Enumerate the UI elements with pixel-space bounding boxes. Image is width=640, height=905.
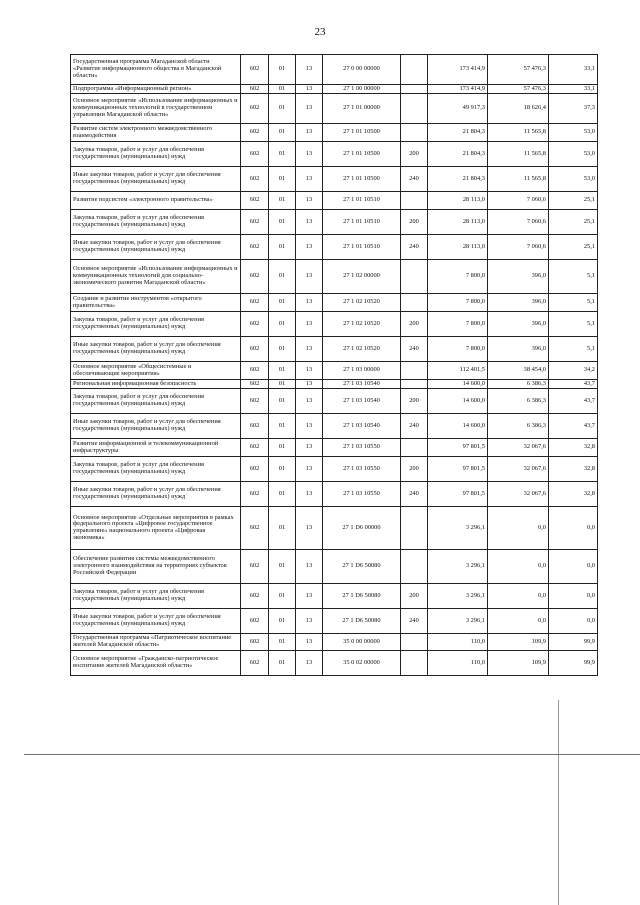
row-subsection-cell: 13: [296, 192, 323, 210]
row-percent-cell: 33,1: [549, 85, 598, 94]
row-target-article-cell: 27 1 01 10500: [323, 167, 401, 192]
table-row: [71, 457, 598, 482]
row-name-cell: Основное мероприятие «Отдельные мероприятия в рамках федерального проекта «Цифровое государственное управление» национального проекта «Цифровая экономика»: [71, 507, 241, 550]
row-percent-cell: 5,1: [549, 260, 598, 294]
row-planned-cell: 97 801,5: [428, 439, 488, 457]
row-expense-type-cell: 240: [401, 414, 428, 439]
row-percent-cell: 0,0: [549, 609, 598, 634]
row-percent-cell: 53,0: [549, 167, 598, 192]
row-name-cell: Закупка товаров, работ и услуг для обеспечения государственных (муниципальных) нужд: [71, 584, 241, 609]
row-ved-cell: 602: [241, 362, 269, 380]
row-section-cell: 01: [269, 85, 296, 94]
row-expense-type-cell: [401, 124, 428, 142]
table-row: [71, 94, 598, 124]
row-expense-type-cell: [401, 55, 428, 85]
row-target-article-cell: 27 1 02 10520: [323, 312, 401, 337]
row-name-cell: Государственная программа Магаданской области «Развитие информационного общества в Магаданской области»: [71, 55, 241, 85]
row-executed-cell: 6 386,3: [488, 414, 549, 439]
row-expense-type-cell: 200: [401, 457, 428, 482]
row-section-cell: 01: [269, 362, 296, 380]
row-percent-cell: 32,8: [549, 457, 598, 482]
row-target-article-cell: 27 1 03 00000: [323, 362, 401, 380]
row-name-cell: Развитие информационной и телекоммуникационной инфраструктуры: [71, 439, 241, 457]
row-target-article-cell: 27 1 03 10550: [323, 457, 401, 482]
row-name-cell: Основное мероприятие «Использование информационных и коммуникационных технологий в государственном управлении Магаданской области»: [71, 94, 241, 124]
row-target-article-cell: 27 1 D6 00000: [323, 507, 401, 550]
row-percent-cell: 0,0: [549, 507, 598, 550]
row-planned-cell: 112 401,5: [428, 362, 488, 380]
row-planned-cell: 3 296,1: [428, 507, 488, 550]
row-executed-cell: 396,0: [488, 337, 549, 362]
row-percent-cell: 34,2: [549, 362, 598, 380]
table-row: [71, 380, 598, 389]
row-subsection-cell: 13: [296, 294, 323, 312]
row-planned-cell: 173 414,9: [428, 55, 488, 85]
row-expense-type-cell: [401, 634, 428, 651]
row-percent-cell: 25,1: [549, 210, 598, 235]
row-executed-cell: 109,9: [488, 634, 549, 651]
row-executed-cell: 0,0: [488, 584, 549, 609]
table-row: [71, 85, 598, 94]
row-expense-type-cell: [401, 85, 428, 94]
table-row: [71, 651, 598, 676]
row-section-cell: 01: [269, 414, 296, 439]
row-section-cell: 01: [269, 192, 296, 210]
row-ved-cell: 602: [241, 312, 269, 337]
row-name-cell: Основное мероприятие «Гражданско-патриотическое воспитание жителей Магаданской области»: [71, 651, 241, 676]
row-planned-cell: 28 113,0: [428, 210, 488, 235]
row-section-cell: 01: [269, 584, 296, 609]
table-row: [71, 507, 598, 550]
row-percent-cell: 33,1: [549, 55, 598, 85]
row-executed-cell: 18 626,4: [488, 94, 549, 124]
row-planned-cell: 3 296,1: [428, 584, 488, 609]
row-target-article-cell: 27 1 01 10500: [323, 124, 401, 142]
row-executed-cell: 0,0: [488, 550, 549, 584]
row-planned-cell: 21 804,3: [428, 167, 488, 192]
row-target-article-cell: 27 0 00 00000: [323, 55, 401, 85]
row-subsection-cell: 13: [296, 507, 323, 550]
row-expense-type-cell: [401, 550, 428, 584]
row-planned-cell: 7 800,0: [428, 260, 488, 294]
row-section-cell: 01: [269, 380, 296, 389]
row-section-cell: 01: [269, 260, 296, 294]
row-executed-cell: 0,0: [488, 507, 549, 550]
row-planned-cell: 14 600,0: [428, 380, 488, 389]
row-ved-cell: 602: [241, 439, 269, 457]
row-subsection-cell: 13: [296, 55, 323, 85]
row-ved-cell: 602: [241, 167, 269, 192]
row-subsection-cell: 13: [296, 584, 323, 609]
row-ved-cell: 602: [241, 550, 269, 584]
row-subsection-cell: 13: [296, 260, 323, 294]
table-row: [71, 124, 598, 142]
row-subsection-cell: 13: [296, 457, 323, 482]
row-subsection-cell: 13: [296, 235, 323, 260]
table-row: [71, 550, 598, 584]
row-target-article-cell: 27 1 01 10510: [323, 192, 401, 210]
row-target-article-cell: 35 0 02 00000: [323, 651, 401, 676]
row-subsection-cell: 13: [296, 439, 323, 457]
row-subsection-cell: 13: [296, 634, 323, 651]
row-expense-type-cell: [401, 380, 428, 389]
table-row: [71, 55, 598, 85]
row-name-cell: Основное мероприятие «Использование информационных и коммуникационных технологий для социально-экономического развития Магаданской области»: [71, 260, 241, 294]
row-subsection-cell: 13: [296, 312, 323, 337]
row-planned-cell: 14 600,0: [428, 414, 488, 439]
row-executed-cell: 32 067,6: [488, 457, 549, 482]
row-subsection-cell: 13: [296, 85, 323, 94]
row-name-cell: Основное мероприятие «Общесистемные и обеспечивающие мероприятия»: [71, 362, 241, 380]
row-ved-cell: 602: [241, 55, 269, 85]
row-section-cell: 01: [269, 507, 296, 550]
row-ved-cell: 602: [241, 94, 269, 124]
row-expense-type-cell: 240: [401, 235, 428, 260]
row-executed-cell: 11 565,8: [488, 124, 549, 142]
row-subsection-cell: 13: [296, 94, 323, 124]
row-planned-cell: 49 917,3: [428, 94, 488, 124]
row-target-article-cell: 27 1 02 00000: [323, 260, 401, 294]
row-planned-cell: 97 801,5: [428, 482, 488, 507]
row-executed-cell: 396,0: [488, 294, 549, 312]
row-section-cell: 01: [269, 294, 296, 312]
row-planned-cell: 173 414,9: [428, 85, 488, 94]
row-executed-cell: 11 565,8: [488, 142, 549, 167]
row-name-cell: Иные закупки товаров, работ и услуг для обеспечения государственных (муниципальных) нужд: [71, 609, 241, 634]
row-name-cell: Обеспечение развития системы межведомственного электронного взаимодействия на территориях субъектов Российской Федерации: [71, 550, 241, 584]
row-name-cell: Развитие подсистем «электронного правительства»: [71, 192, 241, 210]
row-expense-type-cell: [401, 294, 428, 312]
row-expense-type-cell: [401, 362, 428, 380]
row-planned-cell: 3 296,1: [428, 609, 488, 634]
row-percent-cell: 99,9: [549, 651, 598, 676]
row-target-article-cell: 27 1 03 10540: [323, 414, 401, 439]
row-executed-cell: 38 454,0: [488, 362, 549, 380]
table-row: [71, 482, 598, 507]
row-percent-cell: 43,7: [549, 389, 598, 414]
table-row: [71, 439, 598, 457]
row-section-cell: 01: [269, 124, 296, 142]
row-subsection-cell: 13: [296, 609, 323, 634]
row-ved-cell: 602: [241, 457, 269, 482]
row-subsection-cell: 13: [296, 414, 323, 439]
row-expense-type-cell: [401, 507, 428, 550]
row-target-article-cell: 27 1 D6 50080: [323, 550, 401, 584]
row-subsection-cell: 13: [296, 210, 323, 235]
row-name-cell: Развитие систем электронного межведомственного взаимодействия: [71, 124, 241, 142]
row-target-article-cell: 27 1 D6 50080: [323, 584, 401, 609]
row-expense-type-cell: 200: [401, 210, 428, 235]
row-executed-cell: 57 476,3: [488, 85, 549, 94]
row-ved-cell: 602: [241, 260, 269, 294]
row-section-cell: 01: [269, 210, 296, 235]
row-executed-cell: 32 067,6: [488, 482, 549, 507]
row-section-cell: 01: [269, 235, 296, 260]
row-percent-cell: 53,0: [549, 142, 598, 167]
row-name-cell: Закупка товаров, работ и услуг для обеспечения государственных (муниципальных) нужд: [71, 312, 241, 337]
row-ved-cell: 602: [241, 294, 269, 312]
row-section-cell: 01: [269, 634, 296, 651]
row-planned-cell: 21 804,3: [428, 142, 488, 167]
table-row: [71, 312, 598, 337]
row-planned-cell: 97 801,5: [428, 457, 488, 482]
table-row: [71, 389, 598, 414]
row-subsection-cell: 13: [296, 651, 323, 676]
row-percent-cell: 43,7: [549, 414, 598, 439]
row-planned-cell: 7 800,0: [428, 337, 488, 362]
row-planned-cell: 28 113,0: [428, 235, 488, 260]
row-section-cell: 01: [269, 389, 296, 414]
table-row: [71, 634, 598, 651]
row-expense-type-cell: 240: [401, 609, 428, 634]
row-percent-cell: 43,7: [549, 380, 598, 389]
table-row: [71, 142, 598, 167]
row-name-cell: Иные закупки товаров, работ и услуг для обеспечения государственных (муниципальных) нужд: [71, 414, 241, 439]
row-subsection-cell: 13: [296, 124, 323, 142]
row-executed-cell: 7 060,6: [488, 210, 549, 235]
row-ved-cell: 602: [241, 389, 269, 414]
row-target-article-cell: 27 1 03 10540: [323, 380, 401, 389]
row-target-article-cell: 27 1 02 10520: [323, 337, 401, 362]
row-executed-cell: 0,0: [488, 609, 549, 634]
row-percent-cell: 32,8: [549, 482, 598, 507]
row-name-cell: Иные закупки товаров, работ и услуг для обеспечения государственных (муниципальных) нужд: [71, 337, 241, 362]
row-executed-cell: 32 067,6: [488, 439, 549, 457]
row-target-article-cell: 27 1 D6 50080: [323, 609, 401, 634]
row-subsection-cell: 13: [296, 482, 323, 507]
row-section-cell: 01: [269, 55, 296, 85]
row-subsection-cell: 13: [296, 380, 323, 389]
row-expense-type-cell: 200: [401, 142, 428, 167]
row-expense-type-cell: 200: [401, 389, 428, 414]
table-row: [71, 294, 598, 312]
row-executed-cell: 109,9: [488, 651, 549, 676]
row-ved-cell: 602: [241, 235, 269, 260]
row-executed-cell: 7 060,6: [488, 235, 549, 260]
row-planned-cell: 28 113,0: [428, 192, 488, 210]
scan-artifact-horizontal-line: [24, 754, 640, 755]
table-row: [71, 609, 598, 634]
row-planned-cell: 7 800,0: [428, 312, 488, 337]
row-name-cell: Иные закупки товаров, работ и услуг для обеспечения государственных (муниципальных) нужд: [71, 167, 241, 192]
row-percent-cell: 0,0: [549, 550, 598, 584]
row-expense-type-cell: [401, 94, 428, 124]
row-planned-cell: 110,0: [428, 634, 488, 651]
row-ved-cell: 602: [241, 142, 269, 167]
row-section-cell: 01: [269, 651, 296, 676]
row-section-cell: 01: [269, 482, 296, 507]
row-executed-cell: 6 386,3: [488, 380, 549, 389]
row-planned-cell: 21 804,3: [428, 124, 488, 142]
row-name-cell: Иные закупки товаров, работ и услуг для обеспечения государственных (муниципальных) нужд: [71, 235, 241, 260]
row-name-cell: Закупка товаров, работ и услуг для обеспечения государственных (муниципальных) нужд: [71, 142, 241, 167]
scan-artifact-vertical-line: [558, 700, 559, 905]
row-subsection-cell: 13: [296, 337, 323, 362]
row-ved-cell: 602: [241, 85, 269, 94]
row-percent-cell: 53,0: [549, 124, 598, 142]
row-percent-cell: 25,1: [549, 235, 598, 260]
row-percent-cell: 25,1: [549, 192, 598, 210]
row-section-cell: 01: [269, 312, 296, 337]
page-number: 23: [314, 26, 326, 38]
table-row: [71, 337, 598, 362]
row-ved-cell: 602: [241, 124, 269, 142]
row-ved-cell: 602: [241, 651, 269, 676]
table-row: [71, 584, 598, 609]
row-target-article-cell: 27 1 03 10550: [323, 482, 401, 507]
row-planned-cell: 110,0: [428, 651, 488, 676]
row-target-article-cell: 27 1 03 10540: [323, 389, 401, 414]
row-subsection-cell: 13: [296, 389, 323, 414]
row-expense-type-cell: 200: [401, 312, 428, 337]
row-target-article-cell: 27 1 02 10520: [323, 294, 401, 312]
row-name-cell: Закупка товаров, работ и услуг для обеспечения государственных (муниципальных) нужд: [71, 389, 241, 414]
row-expense-type-cell: 200: [401, 584, 428, 609]
row-executed-cell: 396,0: [488, 312, 549, 337]
row-subsection-cell: 13: [296, 550, 323, 584]
row-target-article-cell: 27 1 00 00000: [323, 85, 401, 94]
row-expense-type-cell: 240: [401, 337, 428, 362]
row-percent-cell: 0,0: [549, 584, 598, 609]
row-target-article-cell: 27 1 01 00000: [323, 94, 401, 124]
row-planned-cell: 14 600,0: [428, 389, 488, 414]
row-expense-type-cell: [401, 192, 428, 210]
table-row: [71, 167, 598, 192]
row-percent-cell: 37,3: [549, 94, 598, 124]
row-subsection-cell: 13: [296, 362, 323, 380]
row-ved-cell: 602: [241, 609, 269, 634]
row-expense-type-cell: 240: [401, 167, 428, 192]
row-ved-cell: 602: [241, 482, 269, 507]
row-section-cell: 01: [269, 439, 296, 457]
row-expense-type-cell: [401, 260, 428, 294]
row-subsection-cell: 13: [296, 142, 323, 167]
table-row: [71, 192, 598, 210]
row-target-article-cell: 27 1 01 10510: [323, 210, 401, 235]
row-subsection-cell: 13: [296, 167, 323, 192]
row-executed-cell: 57 476,3: [488, 55, 549, 85]
row-planned-cell: 3 296,1: [428, 550, 488, 584]
row-ved-cell: 602: [241, 634, 269, 651]
row-target-article-cell: 27 1 01 10510: [323, 235, 401, 260]
row-executed-cell: 7 060,6: [488, 192, 549, 210]
row-percent-cell: 32,8: [549, 439, 598, 457]
budget-table: [70, 54, 598, 676]
table-row: [71, 210, 598, 235]
row-executed-cell: 6 386,3: [488, 389, 549, 414]
row-target-article-cell: 27 1 03 10550: [323, 439, 401, 457]
row-section-cell: 01: [269, 167, 296, 192]
row-name-cell: Создание и развитие инструментов «открытого правительства»: [71, 294, 241, 312]
table-row: [71, 414, 598, 439]
table-row: [71, 362, 598, 380]
row-target-article-cell: 27 1 01 10500: [323, 142, 401, 167]
row-name-cell: Закупка товаров, работ и услуг для обеспечения государственных (муниципальных) нужд: [71, 210, 241, 235]
row-name-cell: Иные закупки товаров, работ и услуг для обеспечения государственных (муниципальных) нужд: [71, 482, 241, 507]
row-expense-type-cell: 240: [401, 482, 428, 507]
row-percent-cell: 99,9: [549, 634, 598, 651]
row-percent-cell: 5,1: [549, 337, 598, 362]
row-section-cell: 01: [269, 609, 296, 634]
table-row: [71, 260, 598, 294]
row-ved-cell: 602: [241, 192, 269, 210]
row-name-cell: Подпрограмма «Информационный регион»: [71, 85, 241, 94]
table-row: [71, 235, 598, 260]
row-expense-type-cell: [401, 651, 428, 676]
row-ved-cell: 602: [241, 210, 269, 235]
row-ved-cell: 602: [241, 507, 269, 550]
row-percent-cell: 5,1: [549, 312, 598, 337]
row-target-article-cell: 35 0 00 00000: [323, 634, 401, 651]
row-executed-cell: 396,0: [488, 260, 549, 294]
row-section-cell: 01: [269, 94, 296, 124]
row-ved-cell: 602: [241, 380, 269, 389]
row-section-cell: 01: [269, 457, 296, 482]
row-section-cell: 01: [269, 142, 296, 167]
row-percent-cell: 5,1: [549, 294, 598, 312]
row-ved-cell: 602: [241, 337, 269, 362]
row-name-cell: Региональная информационная безопасность: [71, 380, 241, 389]
row-section-cell: 01: [269, 337, 296, 362]
row-name-cell: Закупка товаров, работ и услуг для обеспечения государственных (муниципальных) нужд: [71, 457, 241, 482]
row-ved-cell: 602: [241, 584, 269, 609]
row-section-cell: 01: [269, 550, 296, 584]
row-expense-type-cell: [401, 439, 428, 457]
row-name-cell: Государственная программа «Патриотическое воспитание жителей Магаданской области»: [71, 634, 241, 651]
row-ved-cell: 602: [241, 414, 269, 439]
row-executed-cell: 11 565,8: [488, 167, 549, 192]
row-planned-cell: 7 800,0: [428, 294, 488, 312]
